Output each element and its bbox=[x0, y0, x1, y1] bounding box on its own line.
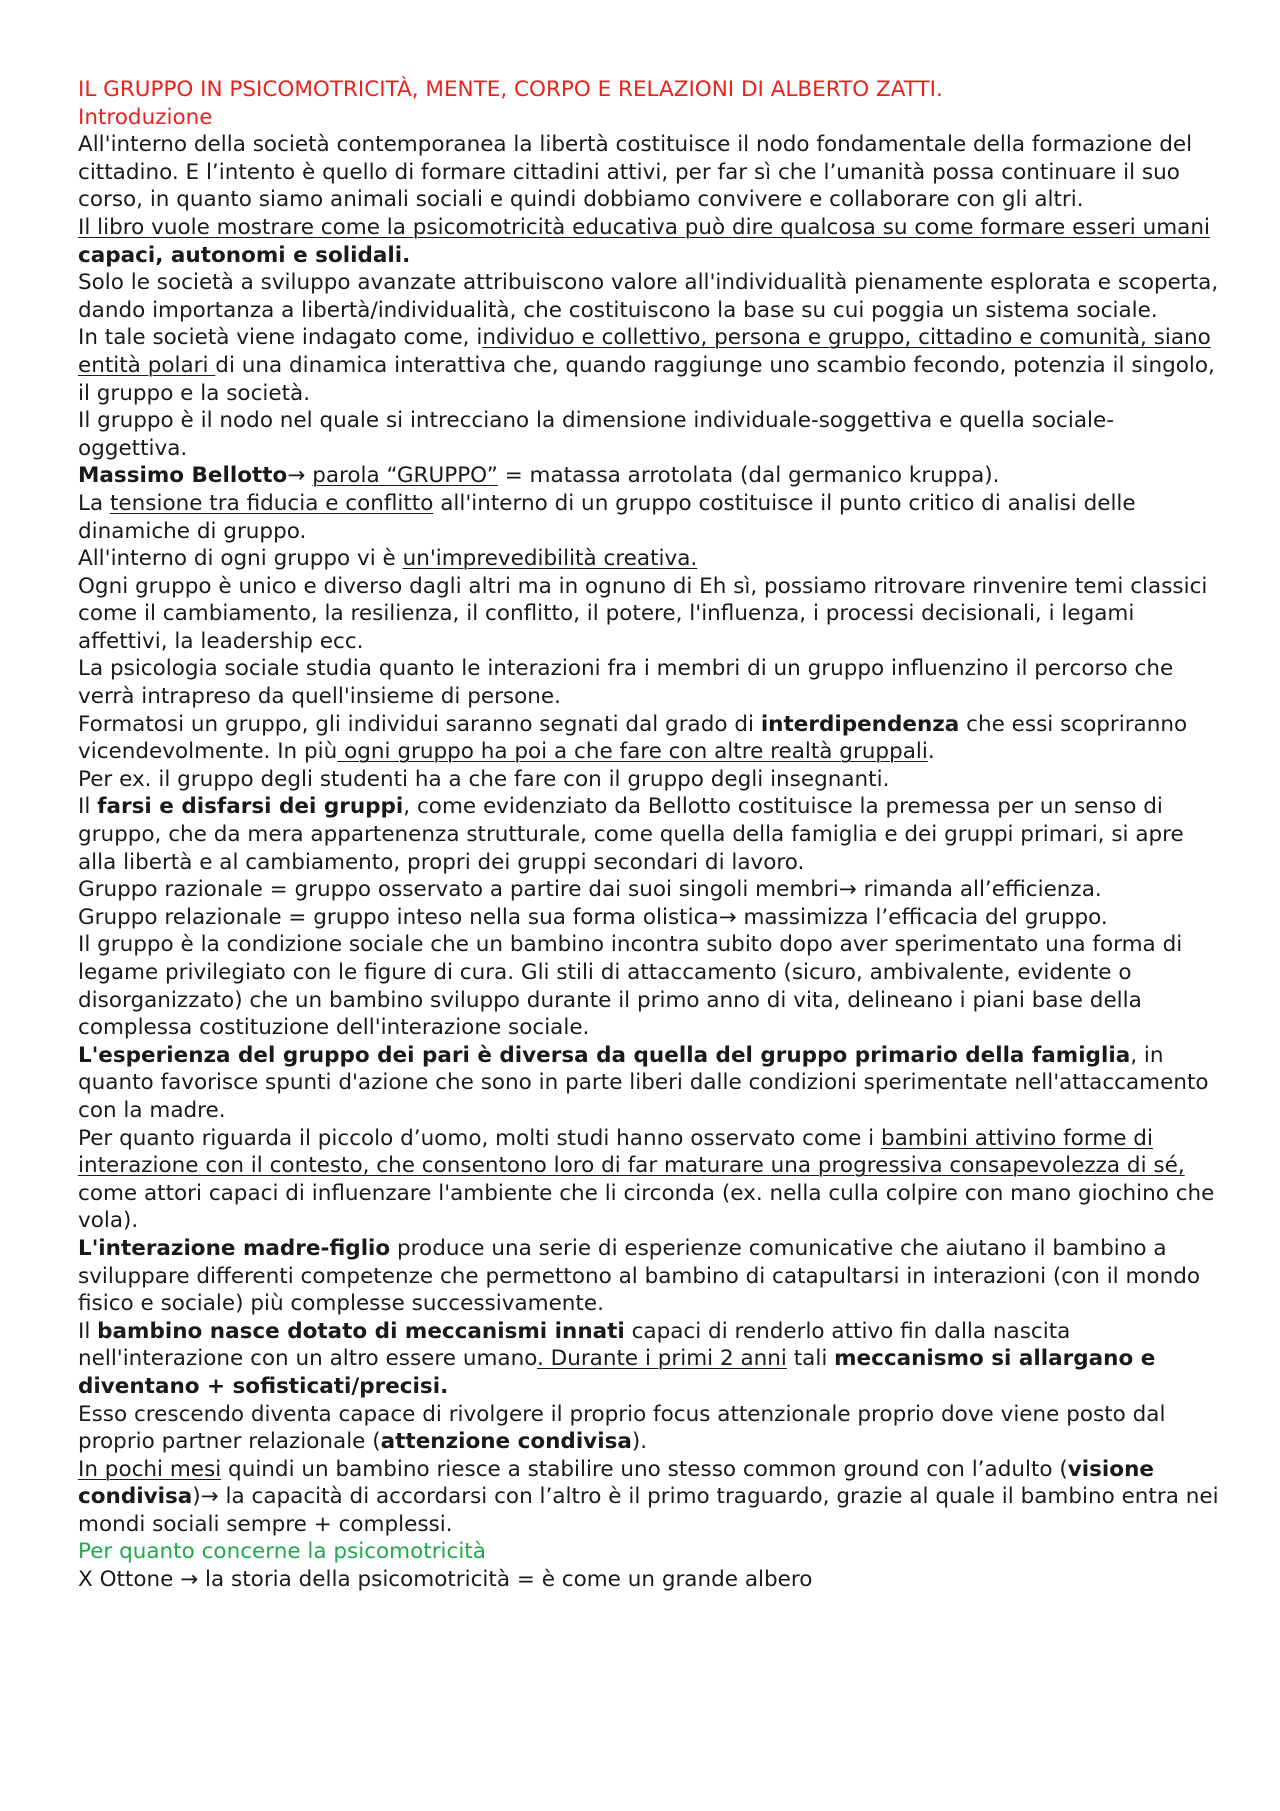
underlined-text: tensione tra fiducia e conflitto bbox=[110, 490, 434, 516]
arrow-icon: → bbox=[838, 877, 857, 903]
paragraph-2 bbox=[78, 214, 1220, 269]
bold-text: L'esperienza del gruppo dei pari è diversa da quella del gruppo primario della famiglia bbox=[78, 1042, 1131, 1068]
paragraph-23: X Ottone → la storia della psicomotricità = è come un grande albero bbox=[78, 1567, 813, 1593]
paragraph-21: Esso crescendo diventa capace di rivolgere il proprio focus attenzionale proprio dove viene posto dal proprio partner relazionale (attenzione condivisa). bbox=[78, 1401, 1166, 1455]
paragraph-10: La psicologia sociale studia quanto le interazioni fra i membri di un gruppo influenzino il percorso che verrà intrapreso da quell'insieme di persone. bbox=[78, 656, 1174, 710]
paragraph-1: All'interno della società contemporanea la libertà costituisce il nodo fondamentale della formazione del cittadino. E l’intento è quello di formare cittadini attivi, per far sì che l’umanità possa continuare il suo corso, in quanto siamo animali sociali e quindi dobbiamo convivere e collaborare con gli altri. bbox=[78, 132, 1193, 213]
arrow-icon: → bbox=[180, 1567, 199, 1593]
paragraph-6: Massimo Bellotto→ parola “GRUPPO” = matassa arrotolata (dal germanico kruppa). bbox=[78, 463, 1000, 489]
arrow-icon: → bbox=[287, 463, 313, 489]
paragraph-8: All'interno di ogni gruppo vi è un'imprevedibilità creativa. bbox=[78, 546, 698, 572]
paragraph-16: Il gruppo è la condizione sociale che un bambino incontra subito dopo aver sperimentato una forma di legame privilegiato con le figure di cura. Gli stili di attaccamento (sicuro, ambivalente, evidente o disorganizzato) che un bambino sviluppo durante il primo anno di vita, delineano i piani base della complessa costituzione dell'interazione sociale. bbox=[78, 932, 1183, 1041]
bold-text: farsi e disfarsi dei gruppi bbox=[97, 794, 404, 820]
paragraph-9: Ogni gruppo è unico e diverso dagli altri ma in ognuno di Eh sì, possiamo ritrovare rinvenire temi classici come il cambiamento, la resilienza, il conflitto, il potere, l'influenza, i processi decisionali, i legami affettivi, la leadership ecc. bbox=[78, 573, 1208, 654]
paragraph-15: Gruppo relazionale = gruppo inteso nella sua forma olistica→ massimizza l’efficacia del gruppo. bbox=[78, 904, 1108, 930]
arrow-icon: → bbox=[718, 904, 737, 930]
underlined-text: ogni gruppo ha poi a che fare con altre realtà gruppali bbox=[337, 739, 928, 765]
bold-text: interdipendenza bbox=[760, 711, 960, 737]
paragraph-12: Per ex. il gruppo degli studenti ha a che fare con il gruppo degli insegnanti. bbox=[78, 766, 890, 792]
bold-text: attenzione condivisa bbox=[380, 1429, 632, 1455]
section-heading-psicomotricita: Per quanto concerne la psicomotricità bbox=[78, 1539, 486, 1565]
arrow-icon: → bbox=[200, 1484, 219, 1510]
underlined-text: ndividuo e collettivo, persona e gruppo, cittadino e comunità, siano entità polari bbox=[78, 325, 1211, 378]
paragraph-17: L'esperienza del gruppo dei pari è diversa da quella del gruppo primario della famiglia, in quanto favorisce spunti d'azione che sono in parte liberi dalle condizioni sperimentate nell'attaccamento con la madre. bbox=[78, 1042, 1209, 1123]
underlined-text: . Durante i primi 2 anni bbox=[536, 1346, 787, 1372]
underlined-text: bambini attivino forme di interazione con il contesto, che consentono loro di far maturare una progressiva consapevolezza di sé, bbox=[78, 1125, 1185, 1179]
underlined-text: parola “GRUPPO” bbox=[312, 463, 498, 489]
underlined-text: un'imprevedibilità creativa. bbox=[402, 546, 698, 572]
paragraph-11: Formatosi un gruppo, gli individui saranno segnati dal grado di interdipendenza che essi scopriranno vicendevolmente. In più ogni gruppo ha poi a che fare con altre realtà gruppali. bbox=[78, 711, 1188, 765]
paragraph-13: Il farsi e disfarsi dei gruppi, come evidenziato da Bellotto costituisce la premessa per un senso di gruppo, che da mera appartenenza strutturale, come quella della famiglia e dei gruppi primari, si apre alla libertà e al cambiamento, propri dei gruppi secondari di lavoro. bbox=[78, 794, 1184, 875]
bold-text: bambino nasce dotato di meccanismi innati bbox=[97, 1318, 625, 1344]
bold-text: capaci, autonomi e solidali. bbox=[78, 242, 411, 268]
paragraph-5: Il gruppo è il nodo nel quale si intrecciano la dimensione individuale-soggettiva e quella sociale-oggettiva. bbox=[78, 408, 1114, 461]
document-title: IL GRUPPO IN PSICOMOTRICITÀ, MENTE, CORPO E RELAZIONI DI ALBERTO ZATTI. bbox=[78, 77, 943, 102]
paragraph-18: Per quanto riguarda il piccolo d’uomo, molti studi hanno osservato come i bambini attivino forme di interazione con il contesto, che consentono loro di far maturare una progressiva consapevolezza di sé, come attori capaci di influenzare l'ambiente che li circonda (ex. nella culla colpire con mano giochino che vola). bbox=[78, 1125, 1215, 1234]
underlined-text: Il libro vuole mostrare come la psicomotricità educativa può dire qualcosa su come formare esseri umani bbox=[78, 214, 1210, 240]
section-heading-introduzione: Introduzione bbox=[78, 104, 213, 130]
paragraph-22: In pochi mesi quindi un bambino riesce a stabilire uno stesso common ground con l’adulto (visione condivisa)→ la capacità di accordarsi con l’altro è il primo traguardo, grazie al quale il bambino entra nei mondi sociali sempre + complessi. bbox=[78, 1456, 1219, 1537]
paragraph-7: La tensione tra fiducia e conflitto all'interno di un gruppo costituisce il punto critico di analisi delle dinamiche di gruppo. bbox=[78, 490, 1136, 544]
paragraph-3: Solo le società a sviluppo avanzate attribuiscono valore all'individualità pienamente esplorata e scoperta, dando importanza a libertà/individualità, che costituiscono la base su cui poggia un sistema sociale. bbox=[78, 270, 1219, 323]
paragraph-4: In tale società viene indagato come, individuo e collettivo, persona e gruppo, cittadino e comunità, siano entità polari di una dinamica interattiva che, quando raggiunge uno scambio fecondo, potenzia il singolo, il gruppo e la società. bbox=[78, 325, 1215, 406]
bold-text: L'interazione madre-figlio bbox=[78, 1235, 391, 1261]
paragraph-19: L'interazione madre-figlio produce una serie di esperienze comunicative che aiutano il bambino a sviluppare differenti competenze che permettono al bambino di catapultarsi in interazioni (con il mondo fisico e sociale) più complesse successivamente. bbox=[78, 1235, 1201, 1317]
bold-text: meccanismo si allargano e diventano + sofisticati/precisi. bbox=[78, 1346, 1156, 1399]
bold-text: visione condivisa bbox=[78, 1456, 1154, 1510]
paragraph-14: Gruppo razionale = gruppo osservato a partire dai suoi singoli membri→ rimanda all’efficienza. bbox=[78, 877, 1102, 903]
underlined-text: In pochi mesi bbox=[78, 1456, 222, 1482]
paragraph-20: Il bambino nasce dotato di meccanismi innati capaci di renderlo attivo fin dalla nascita nell'interazione con un altro essere umano. Durante i primi 2 anni tali meccanismo si allargano e diventano + sofisticati/precisi. bbox=[78, 1318, 1156, 1399]
bold-text: Massimo Bellotto bbox=[78, 463, 288, 489]
